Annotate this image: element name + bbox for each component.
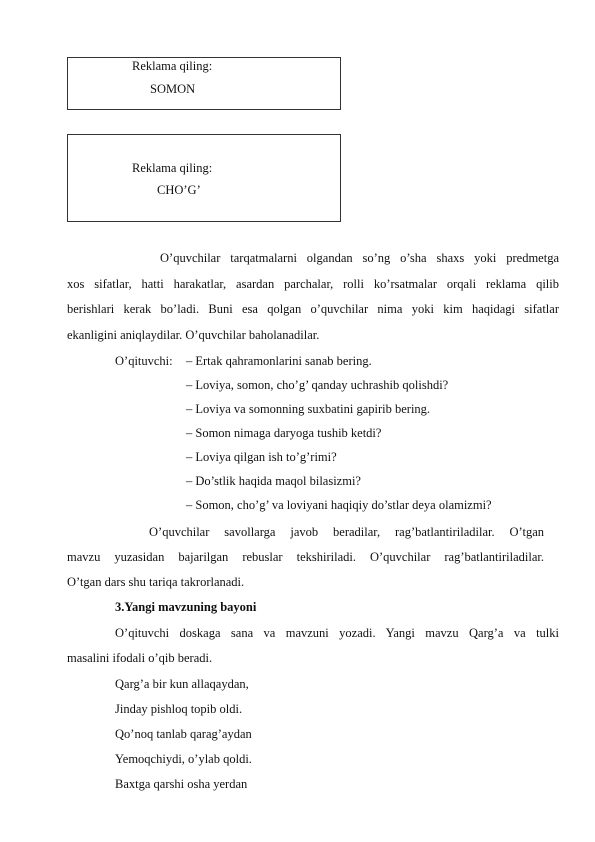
answers-line: mavzu yuzasidan bajarilgan rebuslar tekshiriladi. O’quvchilar rag’batlantiriladilar. <box>67 550 544 564</box>
box-word: SOMON <box>150 82 196 96</box>
question-item: – Somon nimaga daryoga tushib ketdi? <box>186 426 382 440</box>
new-topic-line: masalini ifodali o’qib beradi. <box>67 651 213 665</box>
box-word: CHO’G’ <box>157 183 201 197</box>
answers-line: O’tgan dars shu tariqa takrorlanadi. <box>67 575 245 589</box>
intro-line: ekanligini aniqlaydilar. O’quvchilar baholanadilar. <box>67 328 320 342</box>
poem-line: Baxtga qarshi osha yerdan <box>115 777 248 791</box>
poem-line: Yemoqchiydi, o’ylab qoldi. <box>115 752 252 766</box>
question-item: – Ertak qahramonlarini sanab bering. <box>186 354 372 368</box>
answers-line: O’quvchilar savollarga javob beradilar, rag’batlantiriladilar. O’tgan <box>149 525 544 539</box>
section-title: 3.Yangi mavzuning bayoni <box>115 600 257 614</box>
intro-line: berishlari kerak bo’ladi. Buni esa qolgan o’quvchilar nima yoki kim haqidagi sifatlar <box>67 302 559 316</box>
poem-line: Qarg’a bir kun allaqaydan, <box>115 677 249 691</box>
poem-line: Qo’noq tanlab qarag’aydan <box>115 727 252 741</box>
advertise-box-somon <box>67 57 341 110</box>
box-label: Reklama qiling: <box>132 161 213 175</box>
question-item: – Do’stlik haqida maqol bilasizmi? <box>186 474 361 488</box>
advertise-box-chog <box>67 134 341 222</box>
new-topic-line: O’qituvchi doskaga sana va mavzuni yozadi. Yangi mavzu Qarg’a va tulki <box>115 626 559 640</box>
question-item: – Somon, cho’g’ va loviyani haqiqiy do’stlar deya olamizmi? <box>186 498 492 512</box>
question-item: – Loviya, somon, cho’g’ qanday uchrashib qolishdi? <box>186 378 449 392</box>
box-label: Reklama qiling: <box>132 59 213 73</box>
question-item: – Loviya qilgan ish to’g’rimi? <box>186 450 337 464</box>
teacher-label: O’qituvchi: <box>115 354 173 368</box>
intro-line: O’quvchilar tarqatmalarni olgandan so’ng o’sha shaxs yoki predmetga <box>160 251 559 265</box>
question-item: – Loviya va somonning suxbatini gapirib bering. <box>186 402 431 416</box>
intro-line: xos sifatlar, hatti harakatlar, asardan parchalar, rolli ko’rsatmalar orqali reklama qilib <box>67 277 559 291</box>
poem-line: Jinday pishloq topib oldi. <box>115 702 243 716</box>
